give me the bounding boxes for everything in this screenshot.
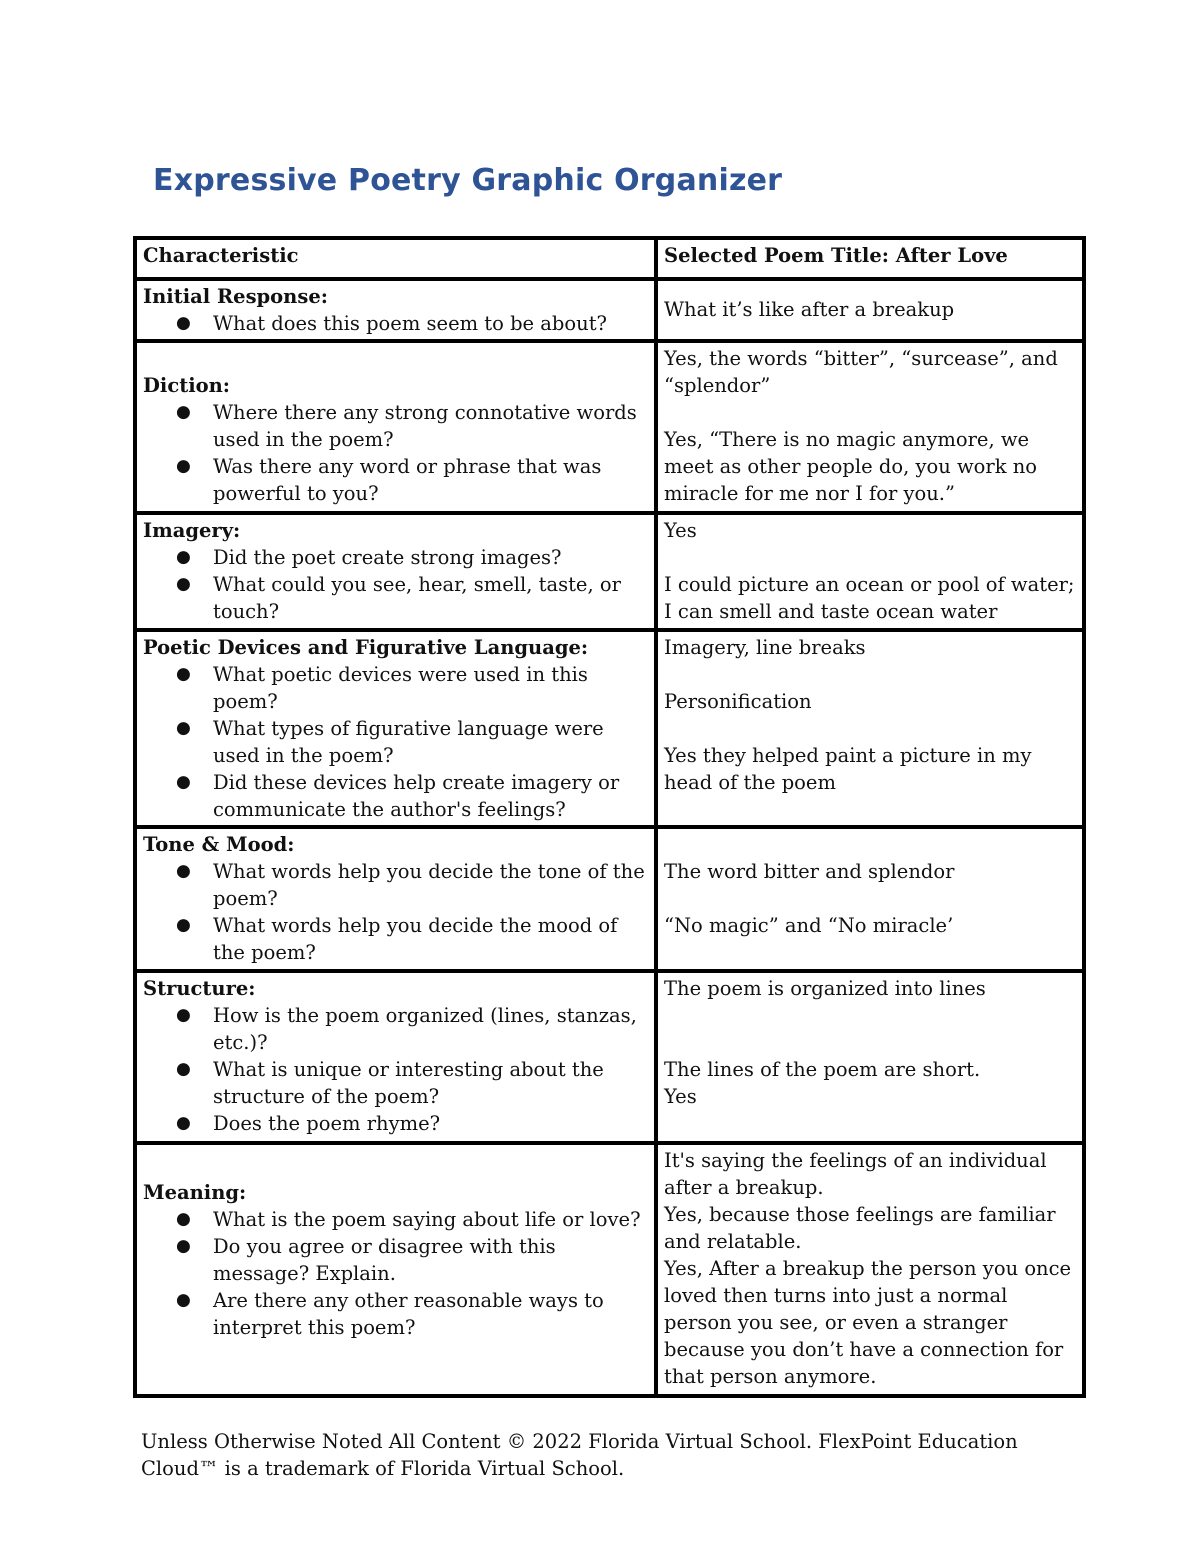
question-list bbox=[143, 310, 649, 337]
question-list bbox=[143, 858, 649, 966]
characteristic-cell bbox=[135, 341, 656, 513]
question-list bbox=[143, 1206, 649, 1341]
question-list bbox=[143, 661, 649, 823]
bullet-icon: ● bbox=[176, 664, 191, 684]
row-label: Initial Response: bbox=[143, 285, 328, 308]
table-row bbox=[135, 279, 1084, 341]
answer-text: Yes they helped paint a picture in my head of the poem bbox=[664, 744, 1032, 794]
answer-text: I could picture an ocean or pool of water; I can smell and taste ocean water bbox=[664, 573, 1075, 623]
bullet-icon: ● bbox=[176, 718, 191, 738]
answer-text: The lines of the poem are short. bbox=[664, 1058, 981, 1081]
characteristic-cell bbox=[135, 513, 656, 630]
row-label: Meaning: bbox=[143, 1181, 247, 1204]
table-row bbox=[135, 1143, 1084, 1396]
list-item: ● Did these devices help create imagery or communicate the author's feelings? bbox=[176, 771, 620, 821]
question-list bbox=[143, 544, 649, 625]
question-list bbox=[143, 399, 649, 507]
bullet-icon: ● bbox=[176, 313, 191, 333]
question-list bbox=[143, 1002, 649, 1137]
answer-text: Yes bbox=[664, 1085, 697, 1108]
page-title: Expressive Poetry Graphic Organizer bbox=[153, 163, 783, 198]
table-row bbox=[135, 513, 1084, 630]
answer-cell bbox=[656, 341, 1084, 513]
copyright-footer: Unless Otherwise Noted All Content © 2022 Florida Virtual School. FlexPoint Education Cloud™ is a trademark of Florida Virtual School. bbox=[141, 1430, 1018, 1480]
bullet-icon: ● bbox=[176, 547, 191, 567]
list-item: ● Do you agree or disagree with this message? Explain. bbox=[176, 1235, 556, 1285]
bullet-icon: ● bbox=[176, 574, 191, 594]
list-item: ● What is unique or interesting about the structure of the poem? bbox=[176, 1058, 604, 1108]
answer-text: Imagery, line breaks bbox=[664, 636, 866, 659]
header-characteristic: Characteristic bbox=[135, 238, 656, 279]
row-label: Poetic Devices and Figurative Language: bbox=[143, 636, 589, 659]
answer-cell bbox=[656, 827, 1084, 971]
characteristic-cell bbox=[135, 1143, 656, 1396]
list-item: ● What could you see, hear, smell, taste, or touch? bbox=[176, 573, 621, 623]
answer-text: Yes, because those feelings are familiar and relatable. bbox=[664, 1203, 1056, 1253]
bullet-icon: ● bbox=[176, 1113, 191, 1133]
row-label: Diction: bbox=[143, 374, 230, 397]
bullet-icon: ● bbox=[176, 772, 191, 792]
bullet-icon: ● bbox=[176, 1236, 191, 1256]
list-item: ● Was there any word or phrase that was powerful to you? bbox=[176, 455, 602, 505]
answer-cell bbox=[656, 971, 1084, 1143]
row-label: Imagery: bbox=[143, 519, 241, 542]
characteristic-cell bbox=[135, 630, 656, 827]
bullet-icon: ● bbox=[176, 456, 191, 476]
answer-text: The poem is organized into lines bbox=[664, 977, 986, 1000]
list-item: ● How is the poem organized (lines, stanzas, etc.)? bbox=[176, 1004, 637, 1054]
answer-text: Yes, After a breakup the person you once loved then turns into just a normal person you see, or even a stranger because you don’t have a connection for that person anymore. bbox=[664, 1257, 1072, 1388]
answer-text: Yes bbox=[664, 519, 697, 542]
list-item: ● What words help you decide the tone of the poem? bbox=[176, 860, 645, 910]
table-header-row bbox=[135, 238, 1084, 279]
list-item: ● What poetic devices were used in this poem? bbox=[176, 663, 588, 713]
bullet-icon: ● bbox=[176, 1059, 191, 1079]
list-item: ● What is the poem saying about life or love? bbox=[176, 1208, 641, 1231]
table-row bbox=[135, 341, 1084, 513]
bullet-icon: ● bbox=[176, 1209, 191, 1229]
answer-cell bbox=[656, 630, 1084, 827]
row-label: Structure: bbox=[143, 977, 256, 1000]
answer-text: Yes, the words “bitter”, “surcease”, and “splendor” bbox=[664, 347, 1058, 397]
bullet-icon: ● bbox=[176, 402, 191, 422]
graphic-organizer-table bbox=[133, 236, 1086, 1398]
bullet-icon: ● bbox=[176, 1005, 191, 1025]
table-row bbox=[135, 827, 1084, 971]
table-row bbox=[135, 971, 1084, 1143]
answer-cell bbox=[656, 513, 1084, 630]
list-item: ● Does the poem rhyme? bbox=[176, 1112, 441, 1135]
bullet-icon: ● bbox=[176, 915, 191, 935]
bullet-icon: ● bbox=[176, 861, 191, 881]
answer-text: It's saying the feelings of an individual after a breakup. bbox=[664, 1149, 1047, 1199]
table-row bbox=[135, 630, 1084, 827]
characteristic-cell bbox=[135, 971, 656, 1143]
row-label: Tone & Mood: bbox=[143, 833, 295, 856]
list-item: ● What types of figurative language were used in the poem? bbox=[176, 717, 604, 767]
list-item: ● What does this poem seem to be about? bbox=[176, 312, 607, 335]
answer-text: Personification bbox=[664, 690, 812, 713]
header-poem-title: Selected Poem Title: After Love bbox=[656, 238, 1084, 279]
answer-text: The word bitter and splendor bbox=[664, 860, 955, 883]
list-item: ● Did the poet create strong images? bbox=[176, 546, 562, 569]
list-item: ● What words help you decide the mood of the poem? bbox=[176, 914, 618, 964]
answer-text: What it’s like after a breakup bbox=[664, 298, 955, 321]
characteristic-cell bbox=[135, 279, 656, 341]
answer-text: Yes, “There is no magic anymore, we meet as other people do, you work no miracle for me nor I for you.” bbox=[664, 428, 1038, 505]
characteristic-cell bbox=[135, 827, 656, 971]
list-item: ● Where there any strong connotative words used in the poem? bbox=[176, 401, 637, 451]
bullet-icon: ● bbox=[176, 1290, 191, 1310]
list-item: ● Are there any other reasonable ways to interpret this poem? bbox=[176, 1289, 604, 1339]
answer-cell bbox=[656, 279, 1084, 341]
answer-text: “No magic” and “No miracle’ bbox=[664, 914, 954, 937]
answer-cell bbox=[656, 1143, 1084, 1396]
